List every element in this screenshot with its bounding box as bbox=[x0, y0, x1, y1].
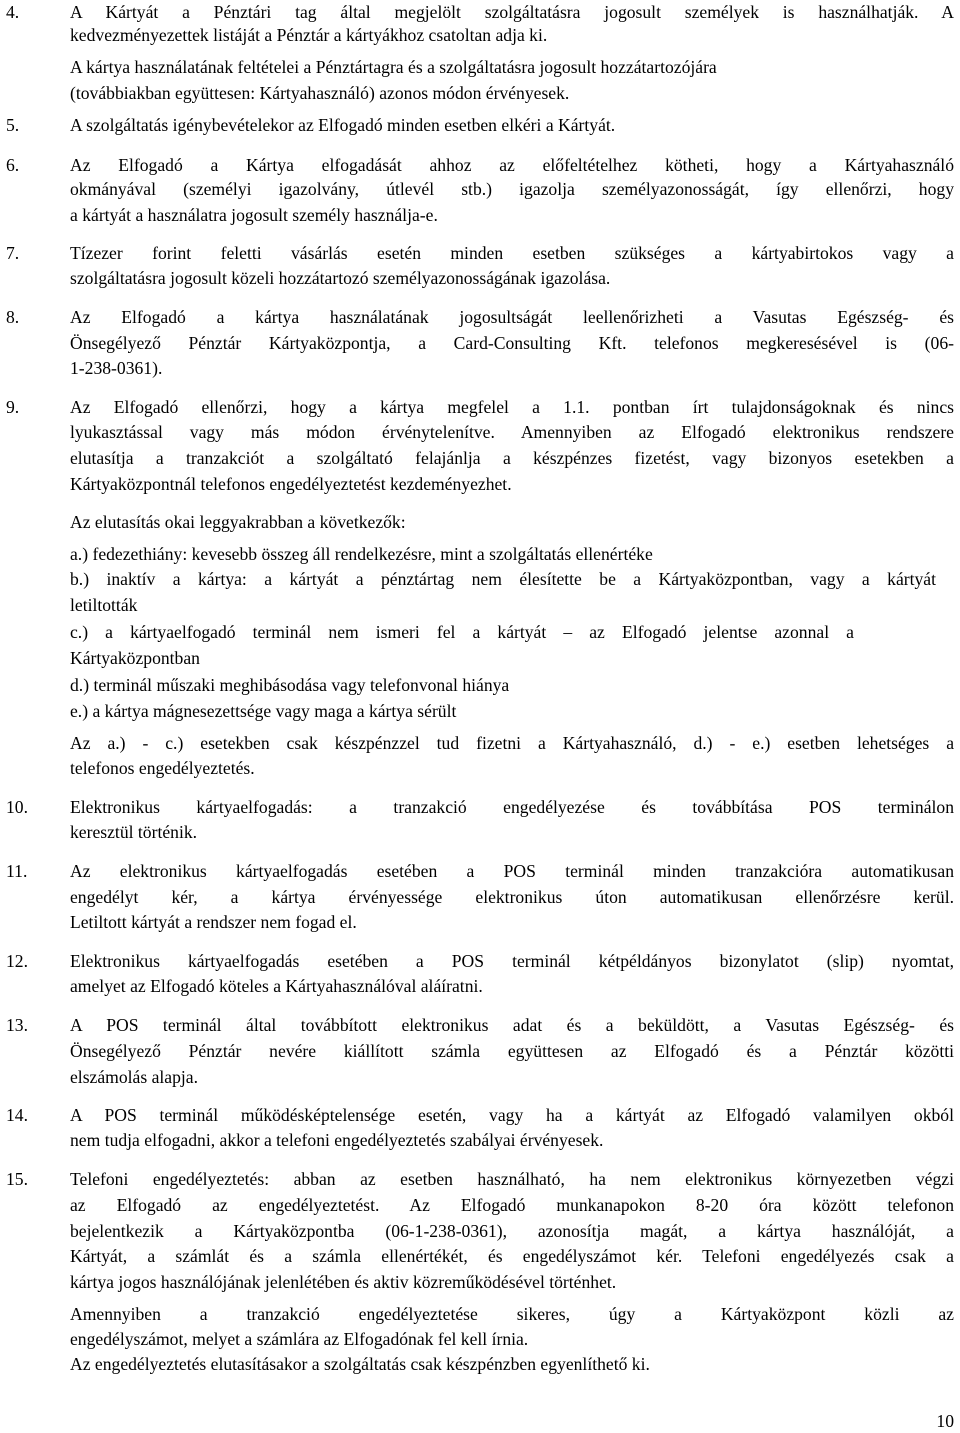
text-line: telefonos engedélyeztetés. bbox=[70, 758, 255, 778]
text-line: A Kártyát a Pénztári tag által megjelölt szolgáltatásra jogosult személyek is használhatják. A bbox=[70, 2, 954, 22]
text-line: Amennyiben a tranzakció engedélyeztetése sikeres, úgy a Kártyaközpont közli az bbox=[70, 1304, 954, 1324]
text-line: Kártyát, a számlát és a számla ellenértékét, és engedélyszámot kér. Telefoni engedélyezés csak a bbox=[70, 1246, 954, 1266]
text-line: A POS terminál működésképtelensége esetén, vagy ha a kártyát az Elfogadó valamilyen okból bbox=[70, 1105, 954, 1125]
text-line: d.) terminál műszaki meghibásodása vagy telefonvonal hiánya bbox=[70, 675, 510, 695]
item-number: 10. bbox=[6, 797, 28, 817]
text-line: engedélyt kér, a kártya érvényessége elektronikus úton automatikusan ellenőrzésre kerül. bbox=[70, 887, 954, 907]
text-line: letiltották bbox=[70, 595, 138, 615]
item-number: 6. bbox=[6, 155, 20, 175]
text-line: Kártyaközpontban bbox=[70, 648, 200, 668]
text-line: Az Elfogadó a Kártya elfogadását ahhoz az előfeltételhez kötheti, hogy a Kártyahasználó bbox=[70, 155, 954, 175]
text-line: Az Elfogadó a kártya használatának jogosultságát leellenőrizheti a Vasutas Egészség- és bbox=[70, 307, 954, 327]
text-line: Elektronikus kártyaelfogadás esetében a POS terminál kétpéldányos bizonylatot (slip) nyomtat, bbox=[70, 951, 954, 971]
text-line: elszámolás alapja. bbox=[70, 1067, 198, 1087]
text-line: c.) a kártyaelfogadó terminál nem ismeri fel a kártyát – az Elfogadó jelentse azonnal a bbox=[70, 622, 854, 642]
text-line: kedvezményezettek listáját a Pénztár a kártyákhoz csatoltan adja ki. bbox=[70, 25, 548, 45]
text-line: Telefoni engedélyeztetés: abban az esetben használható, ha nem elektronikus környezetben végzi bbox=[70, 1169, 954, 1189]
text-line: elutasítja a tranzakciót a szolgáltató felajánlja a készpénzes fizetést, vagy bizonyos esetekben a bbox=[70, 448, 954, 468]
text-line: amelyet az Elfogadó köteles a Kártyahasználóval aláíratni. bbox=[70, 976, 483, 996]
text-line: nem tudja elfogadni, akkor a telefoni engedélyeztetés szabályai érvényesek. bbox=[70, 1130, 604, 1150]
item-number: 14. bbox=[6, 1105, 28, 1125]
text-line: szolgáltatásra jogosult közeli hozzátartozó személyazonosságának igazolása. bbox=[70, 268, 611, 288]
item-number: 8. bbox=[6, 307, 20, 327]
text-line: Az a.) - c.) esetekben csak készpénzzel tud fizetni a Kártyahasználó, d.) - e.) esetben lehetséges a bbox=[70, 733, 954, 753]
text-line: A POS terminál által továbbított elektronikus adat és a beküldött, a Vasutas Egészség- és bbox=[70, 1015, 954, 1035]
text-line: Letiltott kártyát a rendszer nem fogad el. bbox=[70, 912, 357, 932]
text-line: Elektronikus kártyaelfogadás: a tranzakció engedélyezése és továbbítása POS terminálon bbox=[70, 797, 954, 817]
text-line: b.) inaktív a kártya: a kártyát a pénztártag nem élesítette be a Kártyaközpontban, vagy a kártyát bbox=[70, 569, 936, 589]
item-number: 15. bbox=[6, 1169, 28, 1189]
text-line: Az elutasítás okai leggyakrabban a következők: bbox=[70, 512, 406, 532]
text-line: kártya jogos használójának jelenlétében és aktiv közreműködésével történhet. bbox=[70, 1272, 617, 1292]
text-line: a kártyát a használatra jogosult személy használja-e. bbox=[70, 205, 438, 225]
text-line: Önsegélyező Pénztár nevére kiállított számla együttesen az Elfogadó és a Pénztár közötti bbox=[70, 1041, 954, 1061]
item-number: 13. bbox=[6, 1015, 28, 1035]
text-line: keresztül történik. bbox=[70, 822, 198, 842]
text-line: 1-238-0361). bbox=[70, 358, 163, 378]
text-line: A szolgáltatás igénybevételekor az Elfogadó minden esetben elkéri a Kártyát. bbox=[70, 115, 616, 135]
item-number: 9. bbox=[6, 397, 20, 417]
page-number: 10 bbox=[936, 1411, 954, 1431]
text-line: Az Elfogadó ellenőrzi, hogy a kártya megfelel a 1.1. pontban írt tulajdonságoknak és nincs bbox=[70, 397, 954, 417]
text-line: Önsegélyező Pénztár Kártyaközpontja, a Card-Consulting Kft. telefonos megkeresésével is (06- bbox=[70, 333, 954, 353]
item-number: 7. bbox=[6, 243, 20, 263]
text-line: Az elektronikus kártyaelfogadás esetében a POS terminál minden tranzakcióra automatikusan bbox=[70, 861, 954, 881]
item-number: 12. bbox=[6, 951, 28, 971]
text-line: az Elfogadó az engedélyeztetést. Az Elfogadó munkanapokon 8-20 óra között telefonon bbox=[70, 1195, 954, 1215]
text-line: Tízezer forint feletti vásárlás esetén minden esetben szükséges a kártyabirtokos vagy a bbox=[70, 243, 954, 263]
text-line: engedélyszámot, melyet a számlára az Elfogadónak fel kell írnia. bbox=[70, 1329, 529, 1349]
item-number: 11. bbox=[6, 861, 28, 881]
item-number: 4. bbox=[6, 2, 20, 22]
text-line: lyukasztással vagy más módon érvénytelenítve. Amennyiben az Elfogadó elektronikus rendszere bbox=[70, 422, 954, 442]
text-line: bejelentkezik a Kártyaközpontba (06-1-238-0361), azonosítja magát, a kártya használóját, a bbox=[70, 1221, 954, 1241]
text-line: a.) fedezethiány: kevesebb összeg áll rendelkezésre, mint a szolgáltatás ellenértéke bbox=[70, 544, 653, 564]
text-line: A kártya használatának feltételei a Pénztártagra és a szolgáltatásra jogosult hozzátartozójára bbox=[70, 57, 717, 77]
text-line: okmányával (személyi igazolvány, útlevél stb.) igazolja személyazonosságát, így ellenőrzi, hogy bbox=[70, 179, 954, 199]
text-line: (továbbiakban együttesen: Kártyahasználó) azonos módon érvényesek. bbox=[70, 83, 570, 103]
text-line: e.) a kártya mágnesezettsége vagy maga a kártya sérült bbox=[70, 701, 457, 721]
text-line: Kártyaközpontnál telefonos engedélyeztetést kezdeményezhet. bbox=[70, 474, 512, 494]
item-number: 5. bbox=[6, 115, 20, 135]
text-line: Az engedélyeztetés elutasításakor a szolgáltatás csak készpénzben egyenlíthető ki. bbox=[70, 1354, 650, 1374]
